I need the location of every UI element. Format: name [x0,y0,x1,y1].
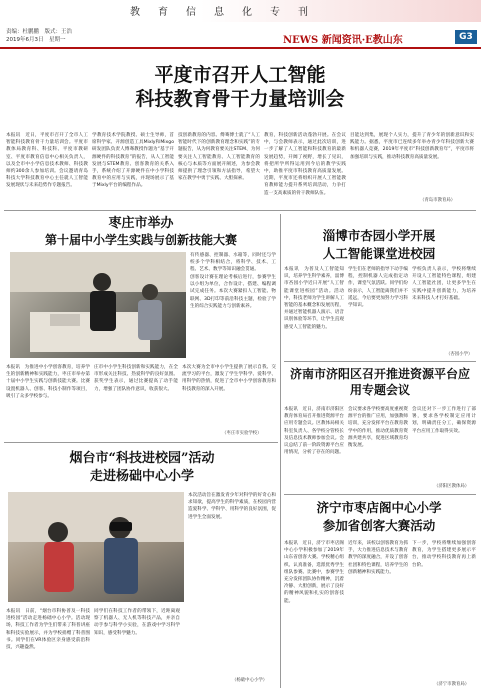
article5-side-text: 本次活动旨在激发青少年对科学的好奇心和求知欲，提高学生的科学素质，在校园内营造爱科学、学科学、用科学的良好氛围，促进学生全面发展。 [188,493,276,520]
article1-column-5: 目能达到集，展现个人实力，提升了青少年的创新意识和实践能力。据悉，平度市已连续多年举办青少年科技创新大赛和机器人竞赛，2019年平度市“科技创新教育年”，平度市将加强培训与实践，推动科技教育高质量发展。 [350,133,474,160]
divider [284,494,476,495]
editor-line: 责编：杜鹏鹏 版式：王浩 [6,29,73,35]
article2-column-3: 本次大赛为全市中小学生提供了展示自我、交流学习的平台，激发了学生学科学、爱科学、用科学的热情，促进了全市中小学创客教育和科技教育的深入开展。 [182,365,276,392]
project-model [50,314,80,326]
divider [4,442,278,443]
article2-column-1: 本报讯 为推进中小学创客教育，培养学生的创新精神和实践能力，枣庄市举办第十届中小学生实践与创新技能大赛。比赛设置机器人、创客、科技小制作等项目，吸引了众多学校参与。 [6,365,90,399]
article5-byline: （杨础中心小学） [232,678,268,683]
child-body-2 [104,538,138,594]
article3-column-2: 学生们在老师的指导下动手编程，控制机器人完成指定动作，课堂气氛活跃。同学们纷纷表示，人工智能离我们并不遥远，今后要更加努力学习科学知识。 [348,267,408,309]
article6-byline: （济宁市教育局） [434,682,470,687]
header-rule [0,47,481,49]
photo-scene [10,252,186,358]
article1-column-1: 本报讯 近日，平度市召开了全市人工智能科技教育骨干力量培训会。平度市教体局教育科、科技科、平度市教研室、平度市教育信息中心相关负责人，以及全市中小学信息技术教师、科技教师约300余人参加培训。会议邀请青岛科技大学科技教育中心主任就人工智能发展现状与未来趋势作专题报告。 [6,133,88,189]
photo-background [8,492,184,542]
vr-headset [110,522,132,531]
article4-column-3: 会议还对下一步工作进行了部署，要求各学校制定应用计划，明确责任分工，确保资源平台应用工作取得实效。 [412,407,476,434]
article2-side-text-b: 创客设计赛在理论考核后进行，参赛学生以小组为单位，合作设计、搭建、编程调试完成任务。本次大赛紧扣人工智能、物联网、3D打印等前沿科技主题，检验了学生的综合实践能力与创新素养。 [190,275,276,309]
article6-column-1: 本报讯 近日，济宁市枣店阁中心小学积极参加了2019年山东省创客大赛。学校精心组织、认真准备，选派优秀学生组队参赛。比赛中，参赛学生充分发挥团队协作精神，沉着冷静、大胆创新，展示了良好的精神风貌和扎实的创客技能。 [284,541,344,604]
date-line: 2019年6月3日 星期一 [6,37,66,43]
article1-title-line2: 科技教育骨干力量培训会 [135,88,345,110]
article6-column-2: 近年来，该校以创客教育为抓手，大力推进信息技术与教育教学的深度融合，开设了创客社团和特色课程，培养学生的创新精神和实践能力。 [348,541,408,575]
child-head [48,522,68,542]
banner-title: 教育信息化专刊 [130,7,326,18]
article3-byline: （杏园小学） [446,352,473,357]
article1-column-2: 学教育技术学院教授、硕士生导师，首席科学家、开源创造工具Mixly和Mixgo研发团队负责人傅骞教授作题为“基于开源硬件的科技教育”的报告，从人工智能发展与STEM教育、创客教育的关系入手，系统介绍了开源硬件在中小学科技教育中的应用与实践，并现场展示了基于Mixly平台的编程作品。 [92,133,174,189]
article1-column-4: 教育，科技创新活动蓬勃开展。在会议中，与会教师表示，通过此次培训，进一步了解了人工智能和科技教育的最新发展趋势，开阔了视野，增长了见识，将把所学所得运用到今后的教学实践中，助推平度市科技教育高质量发展。近期，平度市还将组织开展人工智能教育教师能力提升系列培训活动，力争打造一支高素质的骨干教师队伍。 [264,133,346,196]
article2-title-line2: 第十届中小学生实践与创新技能大赛 [44,233,237,247]
article5-column-1: 本报讯 日前，“烟台市科协普及一科技进校园”活动走进杨础中心小学。活动现场，科技工作者为学生们带来了科普讲座和科技实验展示，并为学校捐赠了科普图书。同学们在VR体验区亲身感受前沿科技，兴趣盎然。 [6,609,90,651]
photo-scene [8,492,184,602]
article5-title-line1: 烟台市“科技进校园”活动 [69,451,215,466]
child-body [44,542,74,592]
article6-title-line2: 参加省创客大赛活动 [322,518,436,533]
article3-column-3: 学校负责人表示，学校将继续开设人工智能特色课程，组建人工智能社团，让更多学生在实践中提升创新能力，为培养未来科技人才打好基础。 [412,267,476,301]
section-label: NEWS 新闻资讯·E教山东 [283,35,403,46]
person-head [93,273,111,291]
article5-column-2: 同学们在科技工作者的带领下，近距离观察了机器人、无人机等科技产品，并亲自动手参与科学小实验，在游戏中学习科学知识，感受科学魅力。 [94,609,180,636]
person-body [90,291,116,331]
article3-title-line1: 淄博市杏园小学开展 [322,228,436,243]
article2-title-line1: 枣庄市举办 [108,216,174,231]
page-number-badge: G3 [455,30,477,44]
column-divider [280,214,281,688]
article2-side-text-a: 有传感器、控制器、水箱等，同时还与学校多个学科相结合，将科学、技术、工程、艺术、数学等知识融会贯通。 [190,253,276,272]
article1-title-line1: 平度市召开人工智能 [154,64,326,86]
article6-title-line1: 济宁市枣店阁中心小学 [316,500,442,515]
divider [4,210,476,211]
divider [284,361,476,362]
article3-column-1: 本报讯 为普及人工智能知识，培养学生科学素养，淄博市杏园小学近日开展“人工智能课堂进校园”活动。活动中，科技老师为学生讲解人工智能的基本概念和发展历程，并通过智能机器人演示、语音识别体验等环节，让学生直观感受人工智能的魅力。 [284,267,344,330]
article4-column-1: 本报讯 近日，济南市济阳区教育体育局召开推进资源平台应用专题会议。区教体局相关科室负责人、各学校分管校长及信息技术教师参加会议。会议总结了前一阶段资源平台应用情况，分析了存在的问题。 [284,407,344,456]
article4-title: 济南市济阳区召开推进资源平台应用专题会议 [289,367,470,397]
article4-column-2: 会议要求各学校要高度重视资源平台的推广应用，加强教师培训，充分发挥平台在教育教学中的作用，推动优质教育资源共建共享，促进区域教育均衡发展。 [348,407,408,449]
person-body-2 [138,300,162,340]
article6-column-3: 下一步，学校将继续加强创客教育，为学生搭建更多展示平台，推动学校科技教育再上新台阶。 [412,541,476,568]
article1-byline: （青岛市教育局） [420,198,456,203]
article5-title-line2: 走进杨础中心小学 [89,469,194,484]
article1-column-3: 技创新教育的内容。傅骞博士就了“人工智能时代下的创新教育理念和实践”的专题报告，从为何教育要关注STEM、为何要关注人工智能教育、人工智能教育的核心与本质等方面展开阐述，为参会教师提供了理念引领和方法指导，希望大家在教学中勇于实践、大胆探索。 [178,133,260,182]
article2-photo [10,252,186,358]
person-head-2 [142,284,158,300]
article5-photo [8,492,184,602]
article2-column-2: 庄市中小学生科技创新和实践能力，在全市形成关注科技、热爱科学的良好氛围。获奖学生表示，通过比赛提高了动手能力，增强了团队协作意识，收获很大。 [94,365,178,392]
article2-byline: （枣庄市实验学校） [222,431,262,436]
article3-title-line2: 人工智能课堂进校园 [322,246,436,261]
article4-byline: （济阳区教体局） [434,484,470,489]
